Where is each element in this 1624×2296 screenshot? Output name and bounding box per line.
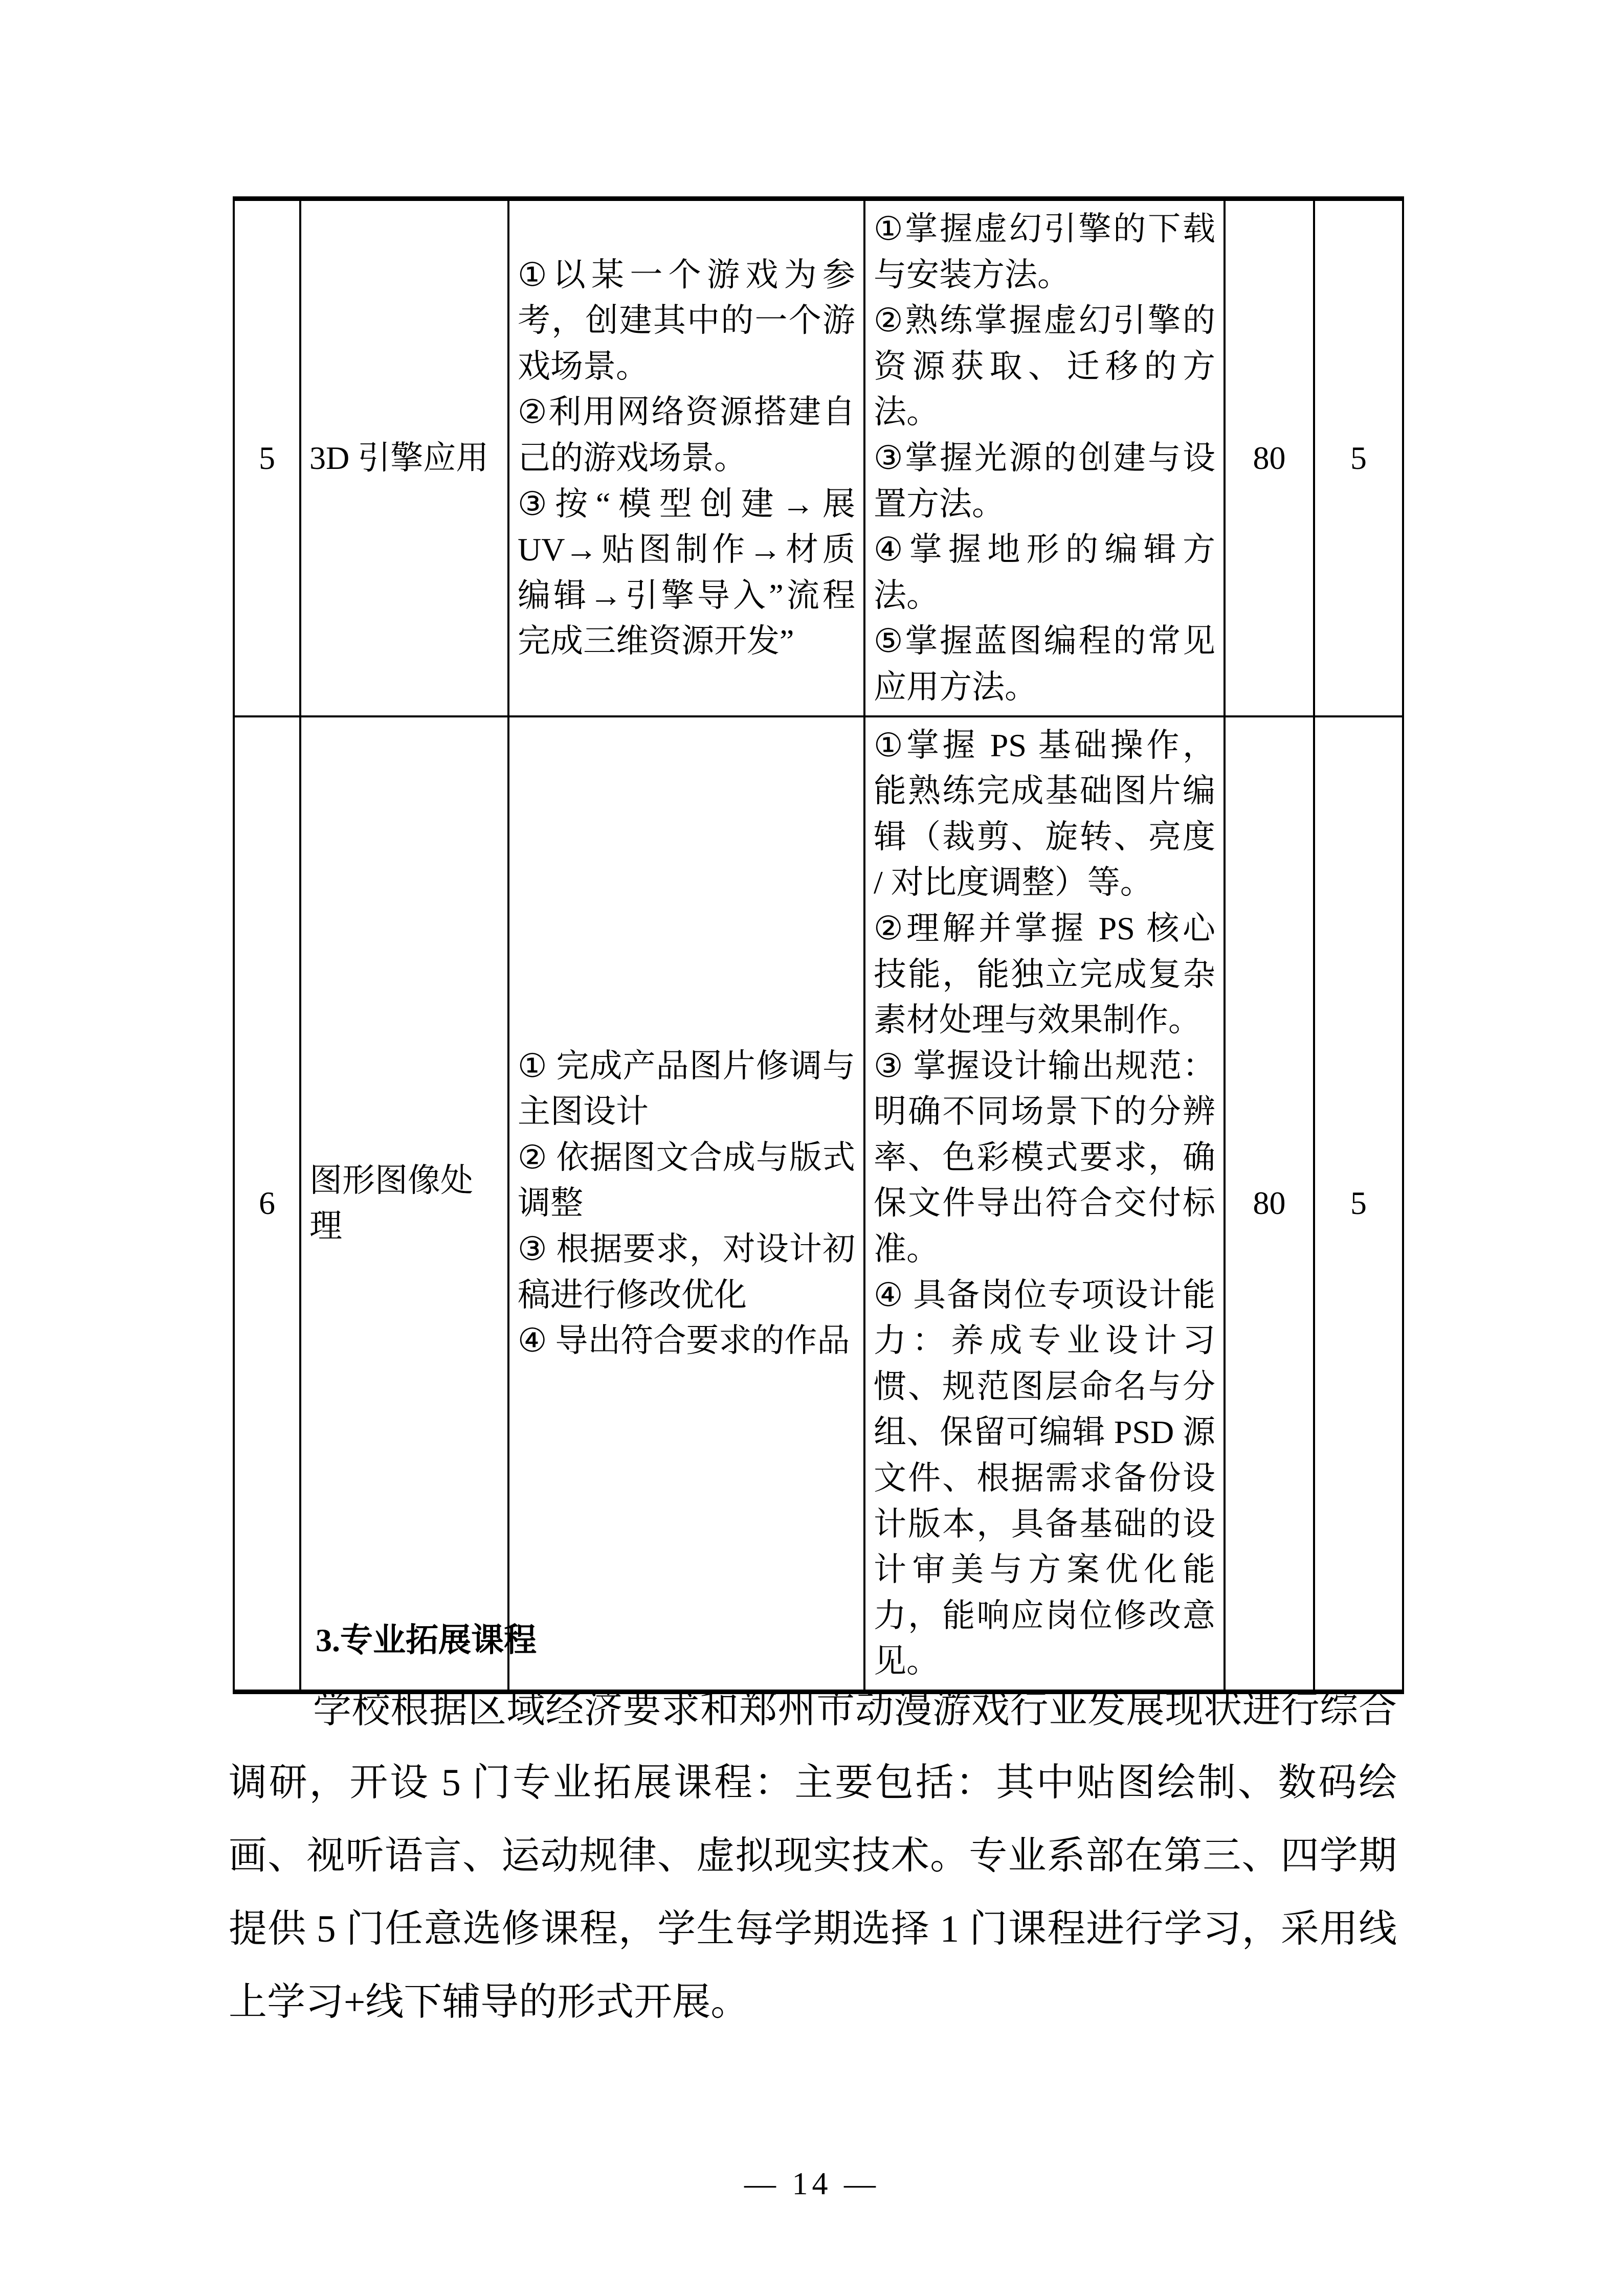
course-objectives-cell: [864, 716, 1225, 1692]
course-tasks-cell: [508, 199, 864, 716]
task-item: ②利用网络资源搭建自己的游戏场景。: [518, 394, 855, 476]
course-hours-cell: 80: [1225, 716, 1314, 1692]
task-item: ①以某一个游戏为参考，创建其中的一个游戏场景。: [518, 256, 855, 385]
objective-item: ③掌握光源的创建与设置方法。: [874, 439, 1215, 522]
objective-item: ⑤掌握蓝图编程的常见应用方法。: [874, 623, 1215, 705]
section-heading: 3.专业拓展课程: [316, 1622, 537, 1658]
row-index-cell: 5: [234, 199, 300, 716]
course-table: [233, 196, 1404, 1694]
course-name-cell: 图形图像处理: [300, 716, 508, 1692]
course-name-cell: 3D 引擎应用: [300, 199, 508, 716]
table-row: [234, 716, 1403, 1692]
course-hours-cell: 80: [1225, 199, 1314, 716]
course-credits-cell: 5: [1314, 716, 1403, 1692]
task-item: ③ 根据要求，对设计初稿进行修改优化: [518, 1231, 855, 1313]
course-credits-cell: 5: [1314, 199, 1403, 716]
objective-item: ③ 掌握设计输出规范：明确不同场景下的分辨率、色彩模式要求，确保文件导出符合交付标准。: [874, 1047, 1215, 1268]
task-item: ③按“模型创建→展 UV→贴图制作→材质编辑→引擎导入”流程完成三维资源开发”: [518, 485, 855, 660]
objective-item: ②理解并掌握 PS 核心技能，能独立完成复杂素材处理与效果制作。: [874, 910, 1215, 1039]
table-row: [234, 199, 1403, 716]
task-item: ② 依据图文合成与版式调整: [518, 1139, 855, 1222]
page-number: — 14 —: [744, 2167, 880, 2201]
objective-item: ②熟练掌握虚幻引擎的资源获取、迁移的方法。: [874, 302, 1215, 431]
objective-item: ①掌握 PS 基础操作，能熟练完成基础图片编辑（裁剪、旋转、亮度 / 对比度调整）等。: [874, 727, 1215, 901]
section-paragraph: 学校根据区域经济要求和郑州市动漫游戏行业发展现状进行综合调研，开设 5 门专业拓展课程：主要包括：其中贴图绘制、数码绘画、视听语言、运动规律、虚拟现实技术。专业系部在第三、四学期提供 5 门任意选修课程，学生每学期选择 1 门课程进行学习，采用线上学习+线下辅导的形式开展。: [229, 1689, 1397, 2023]
course-objectives-cell: [864, 199, 1225, 716]
objective-item: ④ 具备岗位专项设计能力：养成专业设计习惯、规范图层命名与分组、保留可编辑 PSD 源文件、根据需求备份设计版本，具备基础的设计审美与方案优化能力，能响应岗位修改意见。: [874, 1276, 1215, 1680]
objective-item: ①掌握虚幻引擎的下载与安装方法。: [874, 211, 1215, 293]
objective-item: ④掌握地形的编辑方法。: [874, 531, 1215, 614]
task-item: ④ 导出符合要求的作品: [518, 1322, 850, 1359]
task-item: ① 完成产品图片修调与主图设计: [518, 1047, 855, 1130]
row-index-cell: 6: [234, 716, 300, 1692]
course-tasks-cell: [508, 716, 864, 1692]
